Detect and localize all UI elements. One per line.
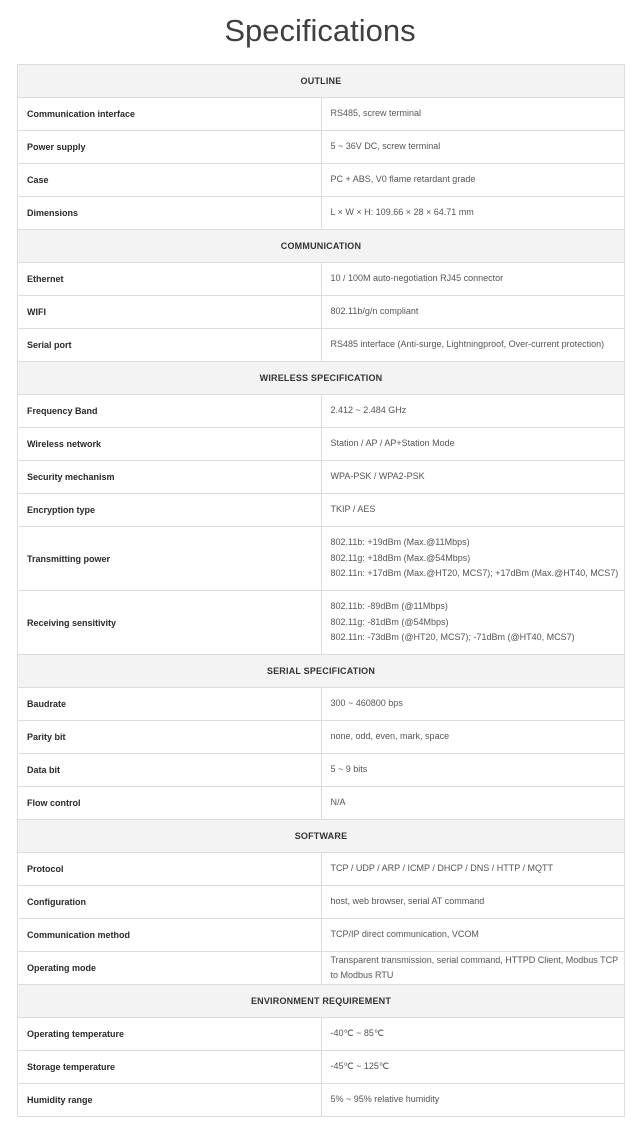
- spec-value-line: RS485, screw terminal: [330, 108, 422, 119]
- spec-label: Operating mode: [18, 952, 322, 985]
- section-title: WIRELESS SPECIFICATION: [18, 362, 625, 395]
- spec-value: [321, 395, 625, 428]
- section-header-row: [18, 655, 625, 688]
- spec-value: [321, 1051, 625, 1084]
- spec-value-line: 5 ~ 9 bits: [330, 764, 368, 775]
- spec-value: [321, 787, 625, 820]
- spec-label: Data bit: [18, 754, 322, 787]
- spec-value: [321, 164, 625, 197]
- spec-label: Power supply: [18, 131, 322, 164]
- spec-row: [18, 494, 625, 527]
- spec-row: [18, 461, 625, 494]
- spec-label: WIFI: [18, 296, 322, 329]
- spec-label: Humidity range: [18, 1084, 322, 1117]
- section-header-row: [18, 820, 625, 853]
- spec-label: Protocol: [18, 853, 322, 886]
- spec-value: [321, 329, 625, 362]
- spec-label: Communication interface: [18, 98, 322, 131]
- spec-value: [321, 886, 625, 919]
- spec-row: [18, 197, 625, 230]
- spec-value-line: 802.11b: -89dBm (@11Mbps): [330, 601, 448, 612]
- spec-value-line: 2.412 ~ 2.484 GHz: [330, 405, 407, 416]
- spec-label: Flow control: [18, 787, 322, 820]
- spec-value: [321, 296, 625, 329]
- spec-value-line: -40℃ ~ 85℃: [330, 1028, 384, 1039]
- spec-row: [18, 591, 625, 655]
- spec-value-line: RS485 interface (Anti-surge, Lightningproof, Over-current protection): [330, 339, 605, 350]
- spec-value-line: 5 ~ 36V DC, screw terminal: [330, 141, 441, 152]
- spec-label: Security mechanism: [18, 461, 322, 494]
- spec-row: [18, 1018, 625, 1051]
- spec-value: [321, 131, 625, 164]
- spec-label: Ethernet: [18, 263, 322, 296]
- spec-value-line: -45℃ ~ 125℃: [330, 1061, 389, 1072]
- spec-value: [321, 591, 625, 655]
- spec-label: Communication method: [18, 919, 322, 952]
- spec-value: [321, 527, 625, 591]
- spec-value: [321, 98, 625, 131]
- section-header-row: [18, 985, 625, 1018]
- spec-value-line: 802.11g: -81dBm (@54Mbps): [330, 616, 449, 627]
- spec-row: [18, 853, 625, 886]
- spec-row: [18, 164, 625, 197]
- spec-value-line: N/A: [330, 797, 346, 808]
- spec-value-line: Transparent transmission, serial command, HTTPD Client, Modbus TCP to Modbus RTU: [330, 954, 618, 980]
- spec-row: [18, 952, 625, 985]
- section-header-row: [18, 362, 625, 395]
- spec-row: [18, 754, 625, 787]
- spec-row: [18, 787, 625, 820]
- spec-value-line: WPA-PSK / WPA2-PSK: [330, 471, 425, 482]
- spec-value-line: 802.11n: -73dBm (@HT20, MCS7); -71dBm (@HT40, MCS7): [330, 632, 575, 643]
- spec-label: Case: [18, 164, 322, 197]
- spec-label: Serial port: [18, 329, 322, 362]
- specifications-table-body: [18, 65, 625, 1117]
- spec-value: [321, 428, 625, 461]
- spec-label: Frequency Band: [18, 395, 322, 428]
- spec-value: [321, 688, 625, 721]
- spec-row: [18, 131, 625, 164]
- spec-row: [18, 428, 625, 461]
- spec-value: [321, 919, 625, 952]
- section-title: ENVIRONMENT REQUIREMENT: [18, 985, 625, 1018]
- section-header-row: [18, 65, 625, 98]
- spec-label: Dimensions: [18, 197, 322, 230]
- page-title: Specifications: [224, 13, 416, 48]
- spec-label: Wireless network: [18, 428, 322, 461]
- spec-value: [321, 1018, 625, 1051]
- spec-value-line: TCP/IP direct communication, VCOM: [330, 929, 479, 940]
- spec-value: [321, 494, 625, 527]
- spec-value: [321, 1084, 625, 1117]
- spec-label: Receiving sensitivity: [18, 591, 322, 655]
- spec-value: [321, 754, 625, 787]
- spec-row: [18, 1051, 625, 1084]
- spec-value-line: TCP / UDP / ARP / ICMP / DHCP / DNS / HTTP / MQTT: [330, 863, 554, 874]
- spec-value-line: TKIP / AES: [330, 504, 376, 515]
- spec-row: [18, 395, 625, 428]
- spec-row: [18, 296, 625, 329]
- spec-row: [18, 721, 625, 754]
- spec-label: Parity bit: [18, 721, 322, 754]
- spec-value: [321, 952, 625, 985]
- spec-label: Encryption type: [18, 494, 322, 527]
- spec-label: Storage temperature: [18, 1051, 322, 1084]
- section-title: OUTLINE: [18, 65, 625, 98]
- spec-value: [321, 197, 625, 230]
- spec-value-line: 802.11n: +17dBm (Max.@HT20, MCS7); +17dBm (Max.@HT40, MCS7): [330, 568, 619, 579]
- spec-value-line: 5% ~ 95% relative humidity: [330, 1094, 440, 1105]
- spec-value: [321, 461, 625, 494]
- section-title: SERIAL SPECIFICATION: [18, 655, 625, 688]
- spec-row: [18, 329, 625, 362]
- spec-row: [18, 886, 625, 919]
- spec-value: [321, 721, 625, 754]
- spec-value-line: 300 ~ 460800 bps: [330, 698, 403, 709]
- spec-value-line: Station / AP / AP+Station Mode: [330, 438, 455, 449]
- spec-row: [18, 263, 625, 296]
- spec-row: [18, 1084, 625, 1117]
- spec-value-line: 802.11b: +19dBm (Max.@11Mbps): [330, 537, 470, 548]
- section-title: SOFTWARE: [18, 820, 625, 853]
- spec-value-line: 802.11g: +18dBm (Max.@54Mbps): [330, 552, 471, 563]
- spec-row: [18, 919, 625, 952]
- section-title: COMMUNICATION: [18, 230, 625, 263]
- spec-value-line: 802.11b/g/n compliant: [330, 306, 419, 317]
- spec-label: Transmitting power: [18, 527, 322, 591]
- spec-row: [18, 688, 625, 721]
- spec-label: Baudrate: [18, 688, 322, 721]
- spec-label: Operating temperature: [18, 1018, 322, 1051]
- spec-value-line: none, odd, even, mark, space: [330, 731, 450, 742]
- spec-value-line: PC + ABS, V0 flame retardant grade: [330, 174, 476, 185]
- specifications-table: [17, 64, 625, 1117]
- spec-value: [321, 263, 625, 296]
- spec-value-line: L × W × H: 109.66 × 28 × 64.71 mm: [330, 207, 474, 218]
- spec-label: Configuration: [18, 886, 322, 919]
- spec-value: [321, 853, 625, 886]
- spec-value-line: 10 / 100M auto-negotiation RJ45 connector: [330, 273, 504, 284]
- spec-row: [18, 527, 625, 591]
- section-header-row: [18, 230, 625, 263]
- spec-row: [18, 98, 625, 131]
- spec-value-line: host, web browser, serial AT command: [330, 896, 485, 907]
